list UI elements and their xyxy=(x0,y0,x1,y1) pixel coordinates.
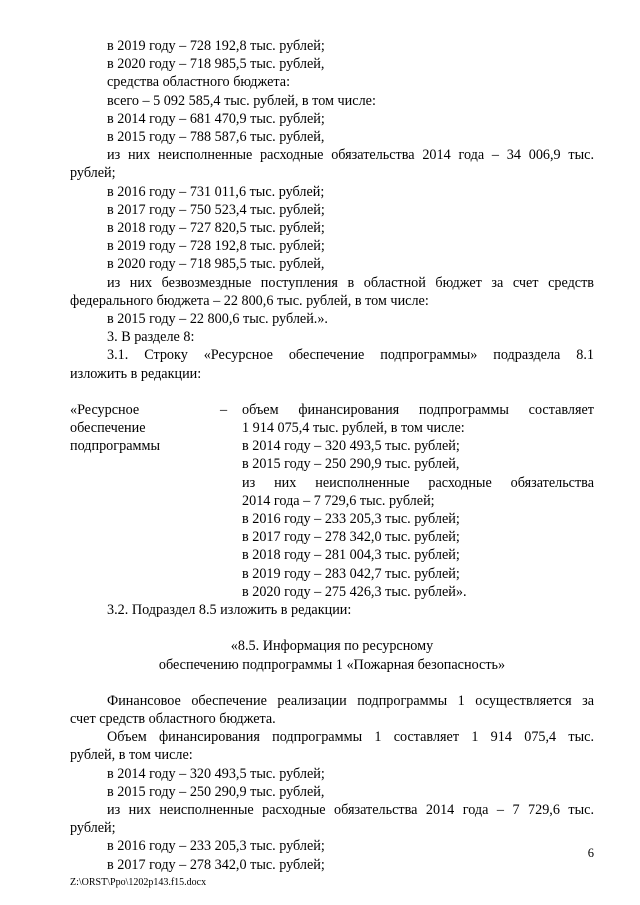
table-label-line: «Ресурсное xyxy=(70,401,140,418)
budget-line: в 2016 году – 233 205,3 тыс. рублей; xyxy=(107,838,325,855)
unfulfilled-obligations-line: из них неисполненные расходные обязательства 2014 года – 34 006,9 тыс. xyxy=(107,147,594,164)
table-value-line: объем финансирования подпрограммы составляет xyxy=(242,401,594,418)
unfulfilled-obligations-line: из них неисполненные расходные обязательства 2014 года – 7 729,6 тыс. xyxy=(107,801,594,818)
item-3-1-line-end: изложить в редакции: xyxy=(70,365,202,382)
budget-line: в 2020 году – 718 985,5 тыс. рублей, xyxy=(107,56,325,73)
budget-line: в 2020 году – 718 985,5 тыс. рублей, xyxy=(107,256,325,273)
budget-line: в 2017 году – 750 523,4 тыс. рублей; xyxy=(107,201,325,218)
document-body xyxy=(70,37,594,874)
table-value-line: 2014 года – 7 729,6 тыс. рублей; xyxy=(242,492,435,509)
resource-table xyxy=(70,401,594,601)
spacer xyxy=(70,383,594,401)
table-value-line: в 2016 году – 233 205,3 тыс. рублей; xyxy=(242,511,460,528)
budget-line: в 2014 году – 320 493,5 тыс. рублей; xyxy=(107,765,325,782)
volume-line-end: рублей, в том числе: xyxy=(70,747,193,764)
footer-file-path: Z:\ORST\Ppo\1202p143.f15.docx xyxy=(70,877,207,888)
budget-line: в 2014 году – 681 470,9 тыс. рублей; xyxy=(107,110,325,127)
budget-line: в 2019 году – 728 192,8 тыс. рублей; xyxy=(107,238,325,255)
section-3-heading: 3. В разделе 8: xyxy=(107,329,195,346)
table-dash: – xyxy=(220,401,228,418)
spacer xyxy=(70,619,594,637)
table-value-line: в 2020 году – 275 426,3 тыс. рублей». xyxy=(242,583,467,600)
item-3-2: 3.2. Подраздел 8.5 изложить в редакции: xyxy=(107,602,352,619)
table-value-line: 1 914 075,4 тыс. рублей, в том числе: xyxy=(242,420,465,437)
financing-line: Финансовое обеспечение реализации подпрограммы 1 осуществляется за xyxy=(107,692,594,709)
subsection-heading-line: «8.5. Информация по ресурсному xyxy=(230,638,434,655)
unfulfilled-obligations-line-end: рублей; xyxy=(70,165,116,182)
federal-receipts-line-end: федерального бюджета – 22 800,6 тыс. рублей, в том числе: xyxy=(70,292,429,309)
budget-line: в 2019 году – 728 192,8 тыс. рублей; xyxy=(107,38,325,54)
unfulfilled-obligations-line-end: рублей; xyxy=(70,820,116,837)
table-value-line: в 2018 году – 281 004,3 тыс. рублей; xyxy=(242,547,460,564)
budget-line: в 2017 году – 278 342,0 тыс. рублей; xyxy=(107,856,325,873)
table-value-line: в 2017 году – 278 342,0 тыс. рублей; xyxy=(242,529,460,546)
federal-receipts-line: из них безвозмездные поступления в областной бюджет за счет средств xyxy=(107,274,594,291)
table-value-line: в 2015 году – 250 290,9 тыс. рублей, xyxy=(242,456,460,473)
volume-line: Объем финансирования подпрограммы 1 составляет 1 914 075,4 тыс. xyxy=(107,729,594,746)
table-value-line: в 2014 году – 320 493,5 тыс. рублей; xyxy=(242,438,460,455)
budget-line: в 2015 году – 788 587,6 тыс. рублей, xyxy=(107,129,325,146)
budget-line: в 2015 году – 250 290,9 тыс. рублей, xyxy=(107,783,325,800)
budget-line: в 2016 году – 731 011,6 тыс. рублей; xyxy=(107,183,325,200)
budget-line: всего – 5 092 585,4 тыс. рублей, в том числе: xyxy=(107,92,376,109)
subsection-heading-line: обеспечению подпрограммы 1 «Пожарная безопасность» xyxy=(158,656,506,673)
item-3-1-line: 3.1. Строку «Ресурсное обеспечение подпрограммы» подраздела 8.1 xyxy=(107,347,594,364)
resource-table-value xyxy=(242,401,594,601)
financing-line-end: счет средств областного бюджета. xyxy=(70,710,276,727)
spacer xyxy=(70,674,594,692)
table-label-line: подпрограммы xyxy=(70,438,160,455)
budget-line: в 2015 году – 22 800,6 тыс. рублей.». xyxy=(107,311,328,328)
resource-table-label xyxy=(70,401,220,601)
table-value-line: из них неисполненные расходные обязательства xyxy=(242,474,594,491)
budget-line: в 2018 году – 727 820,5 тыс. рублей; xyxy=(107,220,325,237)
budget-line: средства областного бюджета: xyxy=(107,74,291,91)
table-value-line: в 2019 году – 283 042,7 тыс. рублей; xyxy=(242,565,460,582)
table-label-line: обеспечение xyxy=(70,420,146,437)
page-number: 6 xyxy=(587,846,594,860)
